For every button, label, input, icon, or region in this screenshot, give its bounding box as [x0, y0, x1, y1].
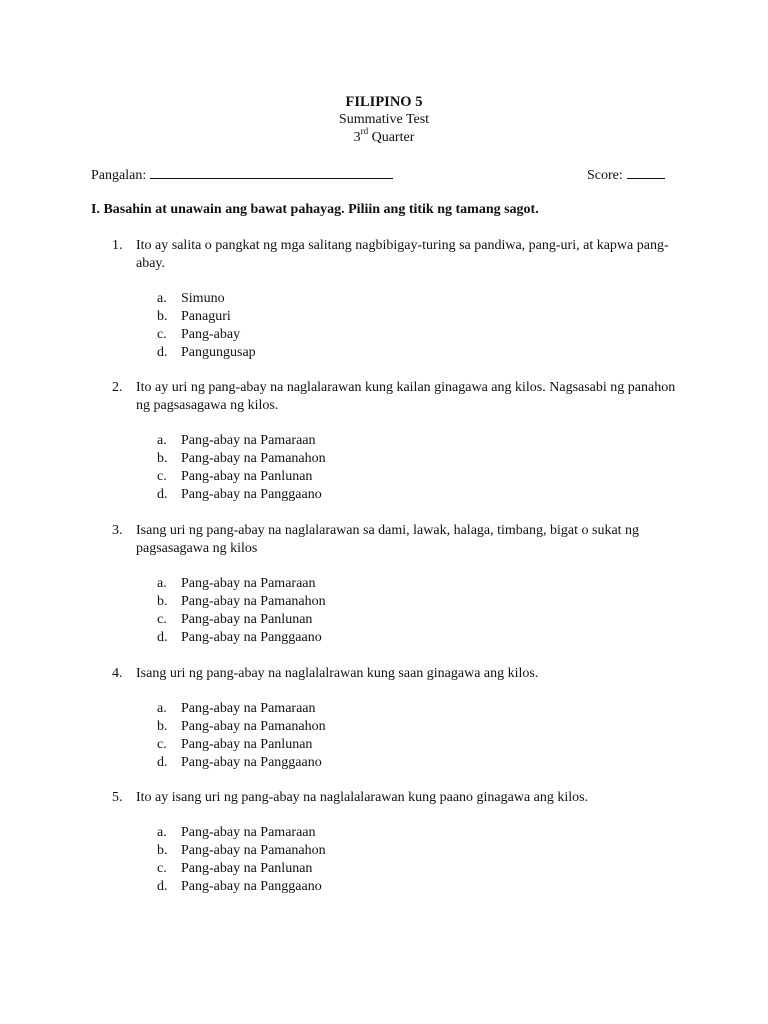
choice-text: Pang-abay na Pamaraan — [181, 433, 316, 448]
choice-text: Pang-abay na Panggaano — [181, 755, 322, 770]
name-blank-line[interactable] — [150, 164, 393, 179]
choice-b[interactable] — [157, 450, 692, 468]
question-text: Ito ay isang uri ng pang-abay na naglalalarawan kung paano ginagawa ang kilos. — [136, 790, 589, 805]
name-label: Pangalan: — [91, 168, 147, 183]
choice-text: Pang-abay na Panggaano — [181, 630, 322, 645]
choice-letter: b. — [157, 309, 168, 324]
choice-text: Pang-abay na Pamanahon — [181, 719, 326, 734]
choice-b[interactable] — [157, 593, 692, 611]
choice-letter: a. — [157, 433, 167, 448]
choice-letter: d. — [157, 879, 168, 894]
choice-text: Pang-abay na Pamaraan — [181, 701, 316, 716]
choice-text: Pang-abay na Panlunan — [181, 469, 313, 484]
question-number: 3. — [112, 523, 123, 538]
choice-letter: c. — [157, 737, 167, 752]
choice-list — [157, 824, 692, 896]
choice-text: Pang-abay — [181, 327, 241, 342]
choice-a[interactable] — [157, 575, 692, 593]
question-text: Isang uri ng pang-abay na naglalarawan sa dami, lawak, halaga, timbang, bigat o sukat ng pagsasagawa ng kilos — [136, 523, 640, 556]
quarter-number: 3 — [353, 130, 361, 145]
quarter-ordinal-suffix: rd — [360, 126, 369, 137]
section-instruction: I. Basahin at unawain ang bawat pahayag. Piliin ang titik ng tamang sagot. — [91, 202, 539, 217]
choice-d[interactable] — [157, 754, 692, 772]
choice-letter: b. — [157, 843, 168, 858]
choice-a[interactable] — [157, 432, 692, 450]
choice-d[interactable] — [157, 878, 692, 896]
choice-text: Pang-abay na Pamanahon — [181, 451, 326, 466]
choice-letter: d. — [157, 487, 168, 502]
question-text: Ito ay uri ng pang-abay na naglalarawan kung kailan ginagawa ang kilos. Nagsasabi ng panahon ng pagsasagawa ng kilos. — [136, 380, 676, 413]
score-field — [587, 164, 665, 186]
choice-b[interactable] — [157, 842, 692, 860]
choice-letter: a. — [157, 701, 167, 716]
choice-text: Simuno — [181, 291, 225, 306]
choice-text: Pang-abay na Panlunan — [181, 861, 313, 876]
question-number: 1. — [112, 238, 123, 253]
choice-letter: a. — [157, 291, 167, 306]
choice-text: Pang-abay na Panlunan — [181, 737, 313, 752]
choice-c[interactable] — [157, 468, 692, 486]
choice-text: Panaguri — [181, 309, 231, 324]
quarter-label — [0, 126, 768, 147]
choice-text: Pang-abay na Panggaano — [181, 879, 322, 894]
page-subtitle: Summative Test — [338, 112, 430, 127]
choice-d[interactable] — [157, 344, 692, 362]
choice-list — [157, 575, 692, 647]
choice-letter: c. — [157, 861, 167, 876]
score-blank-line[interactable] — [627, 164, 665, 179]
choice-list — [157, 290, 692, 362]
question-2 — [112, 379, 692, 504]
choice-text: Pang-abay na Pamanahon — [181, 843, 326, 858]
choice-c[interactable] — [157, 736, 692, 754]
question-text: Isang uri ng pang-abay na naglalalrawan kung saan ginagawa ang kilos. — [136, 666, 539, 681]
choice-letter: c. — [157, 327, 167, 342]
choice-text: Pangungusap — [181, 345, 256, 360]
choice-b[interactable] — [157, 718, 692, 736]
choice-letter: b. — [157, 451, 168, 466]
choice-d[interactable] — [157, 486, 692, 504]
question-number: 5. — [112, 790, 123, 805]
question-number: 4. — [112, 666, 123, 681]
choice-a[interactable] — [157, 700, 692, 718]
choice-letter: b. — [157, 594, 168, 609]
choice-a[interactable] — [157, 290, 692, 308]
question-1 — [112, 237, 692, 362]
choice-c[interactable] — [157, 326, 692, 344]
score-label: Score: — [587, 168, 623, 183]
choice-text: Pang-abay na Pamanahon — [181, 594, 326, 609]
choice-list — [157, 432, 692, 504]
question-5 — [112, 789, 692, 896]
choice-text: Pang-abay na Pamaraan — [181, 576, 316, 591]
choice-letter: d. — [157, 755, 168, 770]
choice-letter: d. — [157, 345, 168, 360]
page-title: FILIPINO 5 — [345, 94, 423, 110]
choice-text: Pang-abay na Panggaano — [181, 487, 322, 502]
choice-text: Pang-abay na Panlunan — [181, 612, 313, 627]
question-number: 2. — [112, 380, 123, 395]
choice-letter: c. — [157, 469, 167, 484]
choice-a[interactable] — [157, 824, 692, 842]
choice-c[interactable] — [157, 860, 692, 878]
choice-text: Pang-abay na Pamaraan — [181, 825, 316, 840]
question-text: Ito ay salita o pangkat ng mga salitang nagbibigay-turing sa pandiwa, pang-uri, at kapwa pang-abay. — [136, 238, 669, 271]
question-3 — [112, 522, 692, 647]
question-4 — [112, 665, 692, 772]
choice-letter: b. — [157, 719, 168, 734]
choice-c[interactable] — [157, 611, 692, 629]
choice-d[interactable] — [157, 629, 692, 647]
choice-letter: d. — [157, 630, 168, 645]
choice-letter: a. — [157, 576, 167, 591]
choice-list — [157, 700, 692, 772]
choice-b[interactable] — [157, 308, 692, 326]
choice-letter: a. — [157, 825, 167, 840]
quarter-word: Quarter — [368, 130, 415, 145]
choice-letter: c. — [157, 612, 167, 627]
name-field — [91, 164, 393, 186]
